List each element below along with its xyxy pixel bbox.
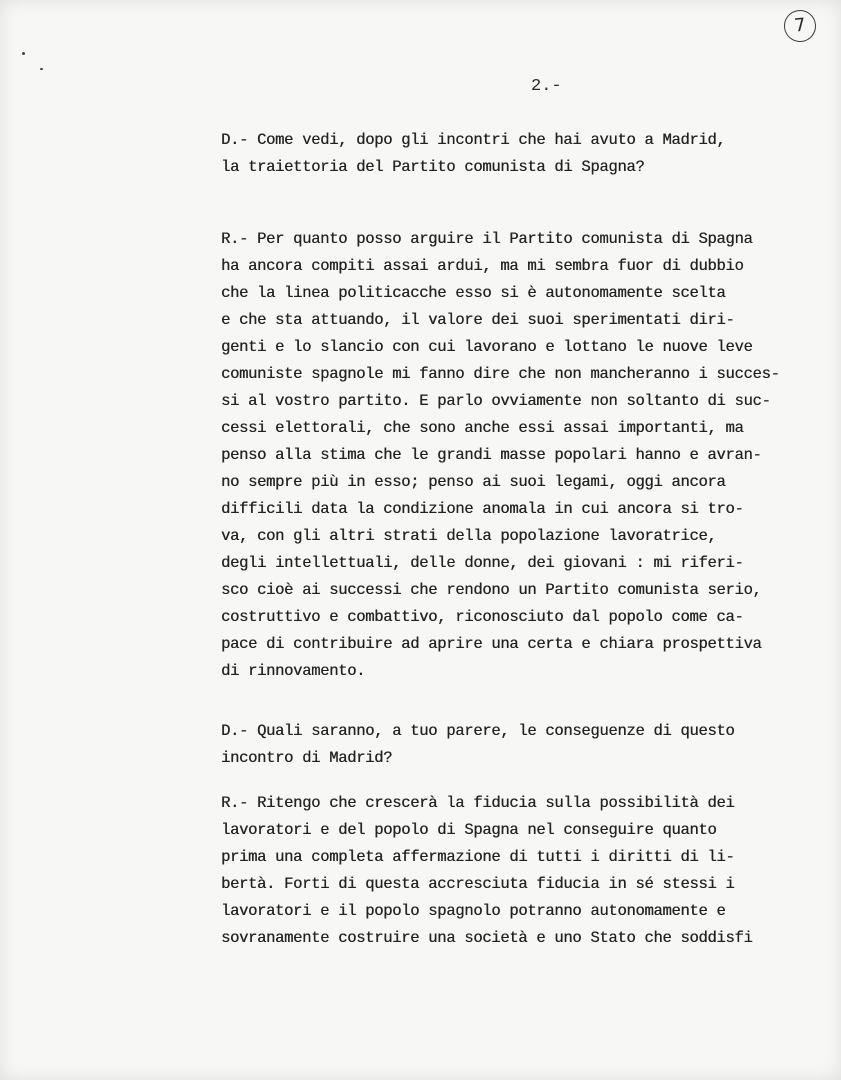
text-line: la traiettoria del Partito comunista di Spagna? [221, 158, 645, 176]
ink-speck [22, 52, 25, 55]
text-line: sovranamente costruire una società e uno Stato che soddisfi [221, 929, 753, 947]
text-line: cessi elettorali, che sono anche essi assai importanti, ma [221, 419, 744, 437]
text-line: ha ancora compiti assai ardui, ma mi sembra fuor di dubbio [221, 257, 744, 275]
text-line: e che sta attuando, il valore dei suoi sperimentati diri- [221, 311, 735, 329]
text-line: degli intellettuali, delle donne, dei giovani : mi riferi- [221, 554, 744, 572]
text-line: si al vostro partito. E parlo ovviamente non soltanto di suc- [221, 392, 771, 410]
text-line: bertà. Forti di questa accresciuta fiducia in sé stessi i [221, 875, 735, 893]
text-line: R.- Per quanto posso arguire il Partito comunista di Spagna [221, 230, 753, 248]
text-line: che la linea politicacche esso si è autonomamente scelta [221, 284, 726, 302]
text-line: va, con gli altri strati della popolazione lavoratrice, [221, 527, 717, 545]
text-line: lavoratori e il popolo spagnolo potranno autonomamente e [221, 902, 726, 920]
text-line: incontro di Madrid? [221, 749, 393, 767]
text-line: R.- Ritengo che crescerà la fiducia sulla possibilità dei [221, 794, 735, 812]
text-line: lavoratori e del popolo di Spagna nel conseguire quanto [221, 821, 717, 839]
page-number: 2.- [531, 77, 562, 96]
question-1 [221, 127, 821, 181]
text-line: di rinnovamento. [221, 662, 366, 680]
text-line: sco cioè ai successi che rendono un Partito comunista serio, [221, 581, 762, 599]
text-line: no sempre più in esso; penso ai suoi legami, oggi ancora [221, 473, 726, 491]
text-line: difficili data la condizione anomala in cui ancora si tro- [221, 500, 744, 518]
question-2 [221, 718, 821, 772]
text-line: penso alla stima che le grandi masse popolari hanno e avran- [221, 446, 762, 464]
text-line: genti e lo slancio con cui lavorano e lottano le nuove leve [221, 338, 753, 356]
text-line: D.- Quali saranno, a tuo parere, le conseguenze di questo [221, 722, 735, 740]
text-line: costruttivo e combattivo, riconosciuto dal popolo come ca- [221, 608, 744, 626]
ink-speck [40, 68, 43, 70]
answer-1 [221, 226, 821, 685]
text-line: prima una completa affermazione di tutti i diritti di li- [221, 848, 735, 866]
text-line: D.- Come vedi, dopo gli incontri che hai avuto a Madrid, [221, 131, 726, 149]
text-line: comuniste spagnole mi fanno dire che non mancheranno i succes- [221, 365, 780, 383]
answer-2 [221, 790, 821, 952]
handwritten-page-mark: 7 [782, 8, 817, 43]
text-line: pace di contribuire ad aprire una certa e chiara prospettiva [221, 635, 762, 653]
